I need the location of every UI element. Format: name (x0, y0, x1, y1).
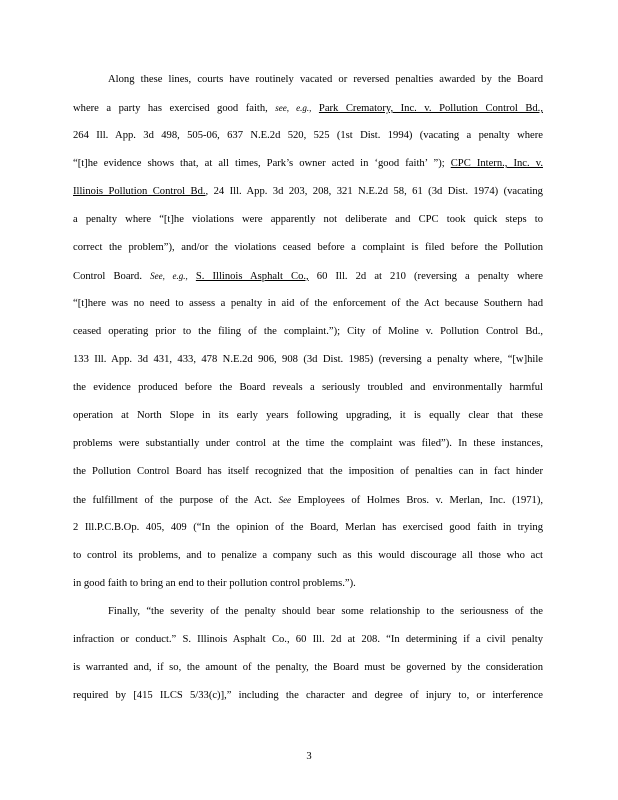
text-line (73, 633, 543, 647)
text-line (73, 409, 543, 423)
text-line (108, 605, 543, 619)
text-segment: correct the problem”), and/or the violations ceased before a complaint is filed before the Pollution (73, 242, 543, 253)
text-line (73, 689, 543, 703)
text-line (73, 493, 543, 507)
text-line (73, 269, 543, 283)
text-line (73, 129, 543, 143)
text-segment: “[t]he evidence shows that, at all times, Park’s owner acted in ‘good faith’ ”); (73, 158, 451, 169)
text-segment: the Pollution Control Board has itself recognized that the imposition of penalties can in fact hinder (73, 466, 543, 477)
text-line (73, 353, 543, 367)
signal-phrase: see, e.g., (275, 103, 312, 113)
text-segment: problems were substantially under control at the time the complaint was filed”). In these instances, (73, 438, 543, 449)
text-line (73, 101, 543, 115)
text-segment: is warranted and, if so, the amount of the penalty, the Board must be governed by the consideration (73, 662, 543, 673)
text-segment: where a party has exercised good faith, (73, 103, 276, 114)
text-segment: ceased operating prior to the filing of the complaint.”); City of Moline v. Pollution Control Bd., (73, 326, 543, 337)
text-segment: a penalty where “[t]he violations were apparently not deliberate and CPC took quick steps to (73, 214, 543, 225)
text-segment: infraction or conduct.” S. Illinois Asphalt Co., 60 Ill. 2d at 208. “In determining if a civil penalty (73, 634, 543, 645)
text-line (73, 213, 543, 227)
text-line (73, 297, 543, 311)
text-segment: Control Board. (73, 271, 151, 282)
page-number: 3 (306, 751, 312, 762)
text-segment: 133 Ill. App. 3d 431, 433, 478 N.E.2d 906, 908 (3d Dist. 1985) (reversing a penalty where, “[w]hile (73, 354, 543, 365)
text-segment: required by [415 ILCS 5/33(c)],” including the character and degree of injury to, or interference (73, 690, 543, 701)
case-citation: CPC Intern., Inc. v. (450, 158, 543, 169)
text-line (73, 577, 543, 591)
case-citation: Illinois Pollution Control Bd. (73, 186, 206, 197)
text-line (73, 521, 543, 535)
text-line (108, 73, 543, 87)
text-segment: to control its problems, and to penalize a company such as this would discourage all those who act (73, 550, 543, 561)
text-line (73, 185, 543, 199)
text-segment: the evidence produced before the Board reveals a seriously troubled and environmentally harmful (73, 382, 543, 393)
text-line (73, 661, 543, 675)
text-line (73, 465, 543, 479)
text-line (73, 381, 543, 395)
text-line (73, 437, 543, 451)
signal-phrase: See (278, 495, 292, 505)
text-segment: the fulfillment of the purpose of the Act. (73, 495, 279, 506)
text-segment: “[t]here was no need to assess a penalty in aid of the enforcement of the Act because Southern had (73, 298, 543, 309)
text-line (73, 325, 543, 339)
text-segment: Along these lines, courts have routinely vacated or reversed penalties awarded by the Board (108, 74, 543, 85)
text-segment: 60 Ill. 2d at 210 (reversing a penalty where (308, 271, 543, 282)
text-segment (311, 103, 319, 114)
text-segment: 264 Ill. App. 3d 498, 505-06, 637 N.E.2d 520, 525 (1st Dist. 1994) (vacating a penalty where (73, 130, 543, 141)
text-segment: operation at North Slope in its early years following upgrading, it is equally clear that these (73, 410, 543, 421)
signal-phrase: See, e.g., (150, 271, 188, 281)
text-line (73, 157, 543, 171)
text-segment: Finally, “the severity of the penalty should bear some relationship to the seriousness of the (108, 606, 543, 617)
text-segment: , 24 Ill. App. 3d 203, 208, 321 N.E.2d 58, 61 (3d Dist. 1974) (vacating (205, 186, 543, 197)
text-segment (188, 271, 196, 282)
text-segment: Employees of Holmes Bros. v. Merlan, Inc. (1971), (291, 495, 544, 506)
case-citation: Park Crematory, Inc. v. Pollution Control Bd., (318, 103, 543, 114)
case-citation: S. Illinois Asphalt Co., (195, 271, 309, 282)
text-segment: 2 Ill.P.C.B.Op. 405, 409 (“In the opinion of the Board, Merlan has exercised good faith in trying (73, 522, 543, 533)
text-line (73, 549, 543, 563)
text-line (73, 241, 543, 255)
text-segment: in good faith to bring an end to their pollution control problems.”). (73, 578, 356, 589)
